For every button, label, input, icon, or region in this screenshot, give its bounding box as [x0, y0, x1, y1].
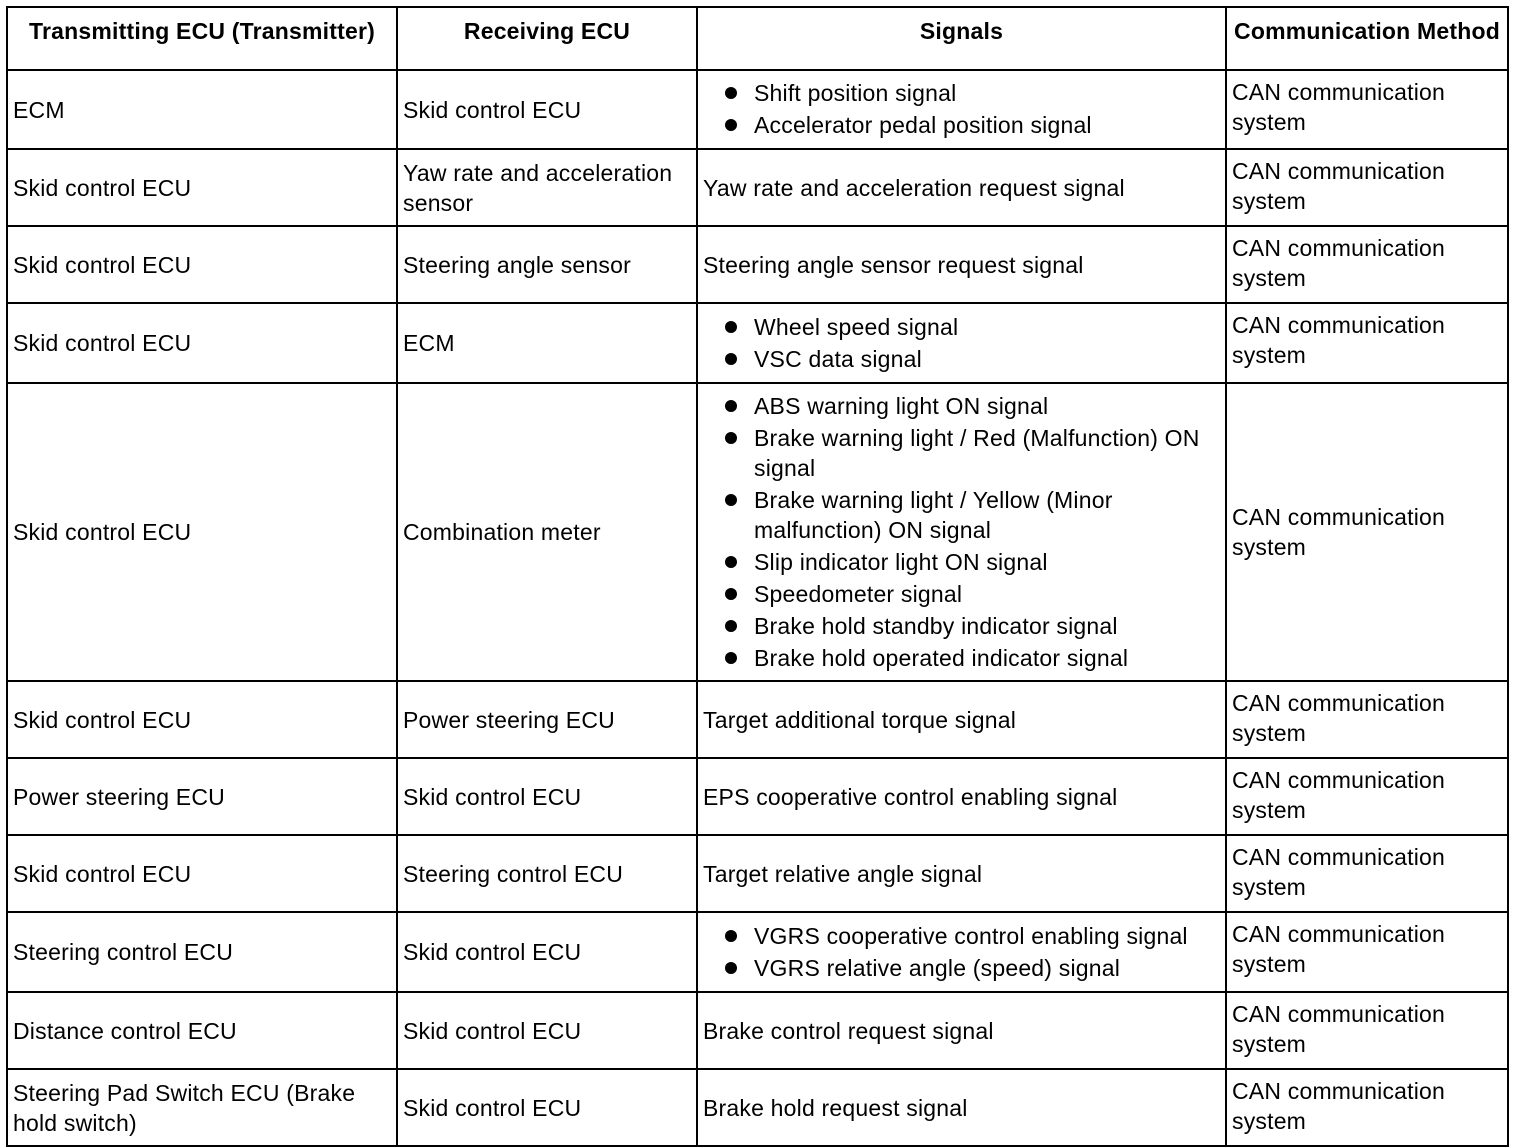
table-row — [7, 992, 1508, 1069]
signals-cell — [697, 303, 1226, 383]
transmitter-cell: Distance control ECU — [7, 992, 397, 1069]
signals-cell: Brake control request signal — [697, 992, 1226, 1069]
transmitter-cell: Steering Pad Switch ECU (Brake hold switch) — [7, 1069, 397, 1146]
method-cell: CAN communication system — [1226, 758, 1508, 835]
header-method: Communication Method — [1226, 7, 1508, 70]
signal-item: Accelerator pedal position signal — [703, 110, 1220, 140]
table-row — [7, 912, 1508, 992]
table-row — [7, 758, 1508, 835]
signal-item: Brake hold operated indicator signal — [703, 643, 1220, 673]
method-cell: CAN communication system — [1226, 226, 1508, 303]
table-row — [7, 835, 1508, 912]
transmitter-cell: Skid control ECU — [7, 383, 397, 681]
transmitter-cell: Skid control ECU — [7, 303, 397, 383]
header-row — [7, 7, 1508, 70]
method-cell: CAN communication system — [1226, 835, 1508, 912]
transmitter-cell: Skid control ECU — [7, 226, 397, 303]
signals-cell — [697, 383, 1226, 681]
header-receiver: Receiving ECU — [397, 7, 697, 70]
receiver-cell: Skid control ECU — [397, 992, 697, 1069]
transmitter-cell: Steering control ECU — [7, 912, 397, 992]
header-signals: Signals — [697, 7, 1226, 70]
method-cell: CAN communication system — [1226, 149, 1508, 226]
table-row — [7, 681, 1508, 758]
signal-item: Speedometer signal — [703, 579, 1220, 609]
ecu-communication-table — [6, 6, 1509, 1147]
header-transmitter: Transmitting ECU (Transmitter) — [7, 7, 397, 70]
signal-item: ABS warning light ON signal — [703, 391, 1220, 421]
method-cell: CAN communication system — [1226, 303, 1508, 383]
signals-cell: Brake hold request signal — [697, 1069, 1226, 1146]
signal-list — [703, 312, 1220, 374]
receiver-cell: Skid control ECU — [397, 70, 697, 149]
method-cell: CAN communication system — [1226, 1069, 1508, 1146]
table-row — [7, 383, 1508, 681]
transmitter-cell: Skid control ECU — [7, 835, 397, 912]
receiver-cell: Skid control ECU — [397, 758, 697, 835]
receiver-cell: Skid control ECU — [397, 912, 697, 992]
table-row — [7, 226, 1508, 303]
signal-list — [703, 921, 1220, 983]
signals-cell — [697, 912, 1226, 992]
transmitter-cell: ECM — [7, 70, 397, 149]
table-row — [7, 1069, 1508, 1146]
signal-item: Slip indicator light ON signal — [703, 547, 1220, 577]
signal-item: Brake warning light / Yellow (Minor malfunction) ON signal — [703, 485, 1220, 545]
receiver-cell: Steering angle sensor — [397, 226, 697, 303]
signals-cell: Steering angle sensor request signal — [697, 226, 1226, 303]
table-row — [7, 70, 1508, 149]
receiver-cell: Power steering ECU — [397, 681, 697, 758]
signal-item: VGRS relative angle (speed) signal — [703, 953, 1220, 983]
receiver-cell: Steering control ECU — [397, 835, 697, 912]
signals-cell: Target relative angle signal — [697, 835, 1226, 912]
signals-cell: Yaw rate and acceleration request signal — [697, 149, 1226, 226]
receiver-cell: Skid control ECU — [397, 1069, 697, 1146]
signal-list — [703, 391, 1220, 673]
receiver-cell: ECM — [397, 303, 697, 383]
signals-cell — [697, 70, 1226, 149]
table-row — [7, 303, 1508, 383]
method-cell: CAN communication system — [1226, 912, 1508, 992]
transmitter-cell: Skid control ECU — [7, 681, 397, 758]
signal-item: Brake warning light / Red (Malfunction) ON signal — [703, 423, 1220, 483]
method-cell: CAN communication system — [1226, 992, 1508, 1069]
signal-item: VSC data signal — [703, 344, 1220, 374]
transmitter-cell: Power steering ECU — [7, 758, 397, 835]
signal-item: Brake hold standby indicator signal — [703, 611, 1220, 641]
signal-list — [703, 78, 1220, 140]
signals-cell: Target additional torque signal — [697, 681, 1226, 758]
signal-item: VGRS cooperative control enabling signal — [703, 921, 1220, 951]
signal-item: Wheel speed signal — [703, 312, 1220, 342]
method-cell: CAN communication system — [1226, 70, 1508, 149]
table-row — [7, 149, 1508, 226]
method-cell: CAN communication system — [1226, 383, 1508, 681]
signals-cell: EPS cooperative control enabling signal — [697, 758, 1226, 835]
signal-item: Shift position signal — [703, 78, 1220, 108]
method-cell: CAN communication system — [1226, 681, 1508, 758]
receiver-cell: Combination meter — [397, 383, 697, 681]
transmitter-cell: Skid control ECU — [7, 149, 397, 226]
receiver-cell: Yaw rate and acceleration sensor — [397, 149, 697, 226]
